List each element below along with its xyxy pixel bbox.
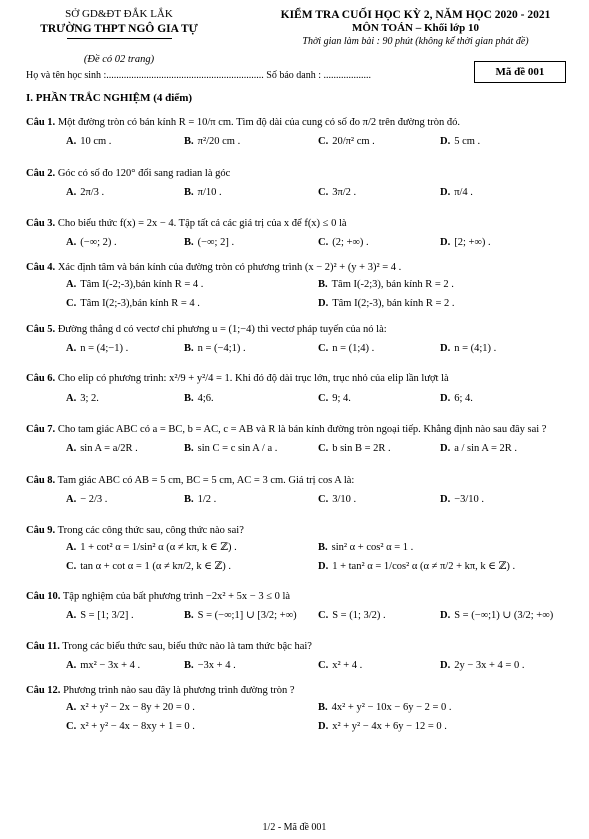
student-info-line: Họ và tên học sinh :............................................................... Số báo danh : ................... (26, 70, 371, 81)
option-text: 3π/2 . (332, 187, 357, 198)
option-text: −3/10 . (454, 493, 485, 505)
option-letter: A. (66, 442, 77, 454)
option-text: mx² − 3x + 4 . (80, 660, 141, 672)
option-row (26, 236, 565, 251)
option-row (26, 392, 565, 412)
option-letter: C. (66, 298, 77, 310)
option-text: 4;6. (197, 392, 214, 404)
option-letter: D. (440, 187, 451, 198)
option-letter: D. (440, 135, 451, 147)
option-text: Tâm I(2;-3), bán kính R = 2 . (332, 298, 455, 310)
option-text: 1 + cot² α = 1/sin² α (α ≠ kπ, k ∈ ℤ) . (80, 541, 237, 553)
option-row (26, 135, 565, 155)
question-text: Trong các biểu thức sau, biểu thức nào là tam thức bậc hai? (59, 641, 312, 652)
option-letter: D. (440, 442, 451, 454)
option-c[interactable] (66, 297, 200, 310)
question-number: Câu 9. (26, 524, 56, 536)
option-letter: C. (318, 392, 329, 404)
option-text: n = (4;1) . (454, 343, 497, 355)
question-4 (0, 261, 589, 312)
option-letter: D. (440, 610, 451, 621)
question-text: Cho tam giác ABC có a = BC, b = AC, c = AB và R là bán kính đường tròn ngoại tiếp. Khẳng định nào sau đây sai ? (55, 423, 547, 435)
option-letter: B. (184, 343, 194, 355)
question-stem (26, 640, 565, 653)
question-number: Câu 1. (26, 116, 56, 128)
option-text: S = (−∞;1) ∪ (3/2; +∞) (454, 610, 554, 621)
option-b[interactable] (184, 236, 234, 249)
option-letter: D. (318, 298, 329, 310)
option-text: (2; +∞) . (332, 237, 369, 249)
pages-note: (Đề có 02 trang) (83, 54, 155, 66)
question-text: Một đường tròn có bán kính R = 10/π cm. Tìm độ dài của cung có số đo π/2 trên đường tròn đó. (55, 116, 460, 128)
option-a[interactable] (66, 278, 203, 291)
option-c[interactable] (318, 659, 362, 672)
option-text: sin A = a/2R . (80, 442, 138, 454)
question-stem (26, 372, 565, 385)
option-d[interactable] (440, 442, 517, 455)
option-d[interactable] (440, 392, 473, 405)
option-d[interactable] (440, 135, 480, 148)
option-c[interactable] (66, 560, 231, 573)
question-list (0, 116, 589, 736)
option-letter: B. (318, 541, 328, 553)
question-7 (0, 423, 589, 462)
question-text: Phương trình nào sau đây là phương trình đường tròn ? (60, 685, 295, 697)
option-a[interactable] (66, 342, 128, 355)
option-letter: C. (318, 442, 329, 454)
option-d[interactable] (440, 493, 484, 506)
option-d[interactable] (440, 659, 524, 672)
option-row (26, 493, 565, 513)
option-letter: B. (184, 610, 194, 621)
exam-code-box: Mã đề 001 (474, 61, 566, 83)
option-a[interactable] (66, 701, 195, 714)
option-a[interactable] (66, 609, 134, 622)
option-c[interactable] (318, 609, 386, 622)
option-b[interactable] (184, 342, 246, 355)
option-c[interactable] (318, 342, 374, 355)
option-text: x² + 4 . (332, 660, 363, 672)
option-row (26, 609, 565, 629)
option-d[interactable] (318, 297, 455, 310)
option-letter: B. (318, 702, 328, 714)
option-text: x² + y² − 4x − 8xy + 1 = 0 . (80, 721, 195, 733)
option-c[interactable] (318, 493, 356, 506)
option-c[interactable] (318, 442, 391, 455)
option-letter: A. (66, 135, 77, 147)
question-number: Câu 2. (26, 167, 56, 179)
option-text: (−∞; 2] . (197, 237, 235, 249)
question-text: Đường thẳng d có vectơ chỉ phương u = (1;−4) thì vectơ pháp tuyến của nó là: (55, 324, 387, 336)
option-text: π²/20 cm . (197, 135, 241, 147)
question-6 (0, 372, 589, 411)
option-b[interactable] (184, 186, 222, 199)
option-d[interactable] (440, 342, 496, 355)
dept-name: SỞ GD&ĐT ĐẮK LẮK (65, 8, 173, 20)
option-letter: C. (66, 721, 77, 733)
option-text: S = (1; 3/2) . (332, 610, 386, 621)
question-1 (0, 116, 589, 155)
question-number: Câu 10. (26, 590, 61, 602)
option-letter: A. (66, 237, 77, 249)
question-stem (26, 217, 565, 230)
option-a[interactable] (66, 186, 104, 199)
option-letter: A. (66, 610, 77, 621)
question-number: Câu 7. (26, 423, 56, 435)
page-footer: 1/2 - Mã đề 001 (262, 822, 327, 833)
option-text: a / sin A = 2R . (454, 442, 518, 454)
option-a[interactable] (66, 659, 140, 672)
option-b[interactable] (184, 659, 236, 672)
exam-subject: MÔN TOÁN – Khối lớp 10 (351, 22, 479, 35)
option-text: x² + y² − 2x − 8y + 20 = 0 . (80, 702, 195, 714)
option-text: Tâm I(2;-3),bán kính R = 4 . (80, 298, 200, 310)
option-c[interactable] (318, 236, 369, 249)
question-text: Tập nghiệm của bất phương trình −2x² + 5x − 3 ≤ 0 là (60, 590, 291, 602)
option-b[interactable] (184, 135, 240, 148)
question-number: Câu 12. (26, 685, 61, 697)
option-text: n = (4;−1) . (80, 343, 129, 355)
option-letter: A. (66, 702, 77, 714)
question-text: Góc có số đo 120° đổi sang radian là góc (55, 167, 231, 179)
question-number: Câu 4. (26, 262, 56, 274)
question-number: Câu 6. (26, 373, 56, 385)
option-c[interactable] (318, 135, 375, 148)
exam-title: KIỂM TRA CUỐI HỌC KỲ 2, NĂM HỌC 2020 - 2021 (280, 9, 551, 21)
option-row (26, 701, 565, 716)
option-text: 1/2 . (197, 493, 217, 505)
option-row (26, 560, 565, 575)
option-row (26, 720, 565, 735)
option-letter: C. (318, 610, 329, 621)
school-name: TRƯỜNG THPT NGÔ GIA TỰ (40, 22, 198, 35)
option-text: 9; 4. (332, 392, 351, 404)
option-letter: B. (184, 493, 194, 505)
option-text: 2y − 3x + 4 = 0 . (454, 660, 525, 672)
option-letter: B. (184, 135, 194, 147)
option-b[interactable] (318, 278, 454, 291)
option-b[interactable] (318, 701, 452, 714)
header-left (14, 8, 224, 66)
question-11 (0, 640, 589, 674)
option-a[interactable] (66, 493, 107, 506)
option-text: S = (−∞;1] ∪ [3/2; +∞) (197, 610, 297, 621)
option-text: 3/10 . (332, 493, 357, 505)
option-text: n = (−4;1) . (197, 343, 246, 355)
option-text: sin² α + cos² α = 1 . (331, 541, 414, 553)
option-letter: C. (318, 343, 329, 355)
option-b[interactable] (318, 541, 413, 554)
option-letter: C. (318, 135, 329, 147)
option-letter: C. (318, 493, 329, 505)
option-b[interactable] (184, 392, 214, 405)
option-text: 3; 2. (80, 392, 99, 404)
option-a[interactable] (66, 392, 99, 405)
option-text: 6; 4. (454, 392, 473, 404)
option-text: Tâm I(-2;-3),bán kính R = 4 . (80, 279, 204, 291)
option-row (26, 659, 565, 674)
option-letter: A. (66, 493, 77, 505)
question-number: Câu 3. (26, 218, 56, 229)
option-text: 5 cm . (454, 135, 481, 147)
question-9 (0, 524, 589, 575)
option-c[interactable] (66, 720, 195, 733)
option-text: π/4 . (454, 187, 473, 198)
option-text: 2π/3 . (80, 187, 105, 198)
question-2 (0, 167, 589, 206)
option-letter: D. (440, 493, 451, 505)
option-letter: B. (184, 237, 194, 249)
option-letter: C. (318, 237, 329, 249)
option-text: (−∞; 2) . (80, 237, 117, 249)
option-letter: A. (66, 187, 77, 198)
option-letter: C. (66, 560, 77, 572)
question-3 (0, 217, 589, 251)
option-letter: A. (66, 279, 77, 291)
question-text: Xác định tâm và bán kính của đường tròn có phương trình (x − 2)² + (y + 3)² = 4 . (55, 262, 402, 274)
question-stem (26, 167, 565, 180)
option-text: [2; +∞) . (454, 237, 491, 249)
option-letter: D. (318, 560, 329, 572)
option-letter: B. (184, 660, 194, 672)
option-text: x² + y² − 4x + 6y − 12 = 0 . (332, 721, 447, 733)
option-letter: A. (66, 392, 77, 404)
option-text: π/10 . (197, 187, 222, 198)
question-stem (26, 423, 565, 436)
option-row (26, 442, 565, 462)
option-letter: B. (184, 187, 194, 198)
question-10 (0, 590, 589, 629)
question-stem (26, 590, 565, 603)
option-text: sin C = c sin A / a . (197, 442, 278, 454)
option-row (26, 278, 565, 293)
option-text: 1 + tan² α = 1/cos² α (α ≠ π/2 + kπ, k ∈ ℤ) . (332, 560, 516, 572)
option-text: tan α + cot α = 1 (α ≠ kπ/2, k ∈ ℤ) . (80, 560, 232, 572)
option-letter: D. (440, 343, 451, 355)
option-letter: C. (318, 660, 329, 672)
option-letter: B. (184, 392, 194, 404)
option-d[interactable] (440, 236, 491, 249)
school-underline (67, 38, 172, 39)
option-row (26, 541, 565, 556)
option-text: 4x² + y² − 10x − 6y − 2 = 0 . (331, 702, 452, 714)
option-text: n = (1;4) . (332, 343, 375, 355)
option-b[interactable] (184, 609, 297, 622)
question-number: Câu 8. (26, 474, 56, 486)
option-a[interactable] (66, 135, 111, 148)
question-text: Cho elip có phương trình: x²/9 + y²/4 = 1. Khi đó độ dài trục lớn, trục nhỏ của elip lần lượt là (55, 373, 449, 385)
question-stem (26, 524, 565, 537)
option-text: 20/π² cm . (332, 135, 375, 147)
option-text: b sin B = 2R . (332, 442, 391, 454)
option-c[interactable] (318, 186, 356, 199)
option-row (26, 297, 565, 312)
option-letter: A. (66, 541, 77, 553)
option-text: 10 cm . (80, 135, 112, 147)
option-c[interactable] (318, 392, 351, 405)
question-number: Câu 11. (26, 641, 60, 652)
question-12 (0, 684, 589, 735)
header-right (248, 8, 583, 49)
option-letter: D. (440, 660, 451, 672)
option-letter: D. (318, 721, 329, 733)
option-letter: A. (66, 660, 77, 672)
option-letter: A. (66, 343, 77, 355)
option-text: S = [1; 3/2] . (80, 610, 134, 621)
option-a[interactable] (66, 541, 237, 554)
exam-body (0, 92, 589, 735)
option-row (26, 186, 565, 206)
section-title: I. PHẦN TRẮC NGHIỆM (4 điểm) (26, 92, 193, 104)
option-letter: D. (440, 237, 451, 249)
option-letter: C. (318, 187, 329, 198)
option-letter: B. (184, 442, 194, 454)
question-stem (26, 261, 565, 274)
option-text: Tâm I(-2;3), bán kính R = 2 . (331, 279, 454, 291)
question-text: Cho biểu thức f(x) = 2x − 4. Tập tất cả các giá trị của x để f(x) ≤ 0 là (55, 218, 347, 229)
option-d[interactable] (440, 186, 473, 199)
question-text: Tam giác ABC có AB = 5 cm, BC = 5 cm, AC = 3 cm. Giá trị cos A là: (55, 474, 355, 486)
option-b[interactable] (184, 442, 277, 455)
question-text: Trong các công thức sau, công thức nào sai? (55, 524, 244, 536)
option-d[interactable] (318, 560, 515, 573)
option-text: − 2/3 . (80, 493, 108, 505)
option-b[interactable] (184, 493, 216, 506)
question-number: Câu 5. (26, 324, 56, 336)
question-5 (0, 323, 589, 357)
question-stem (26, 474, 565, 487)
option-letter: D. (440, 392, 451, 404)
option-text: −3x + 4 . (197, 660, 236, 672)
question-8 (0, 474, 589, 513)
question-stem (26, 684, 565, 697)
option-letter: B. (318, 279, 328, 291)
option-a[interactable] (66, 236, 117, 249)
option-d[interactable] (318, 720, 447, 733)
question-stem (26, 116, 565, 129)
question-stem (26, 323, 565, 336)
option-row (26, 342, 565, 357)
option-d[interactable] (440, 609, 553, 622)
option-a[interactable] (66, 442, 138, 455)
exam-time: Thời gian làm bài : 90 phút (không kể thời gian phát đề) (302, 36, 529, 48)
